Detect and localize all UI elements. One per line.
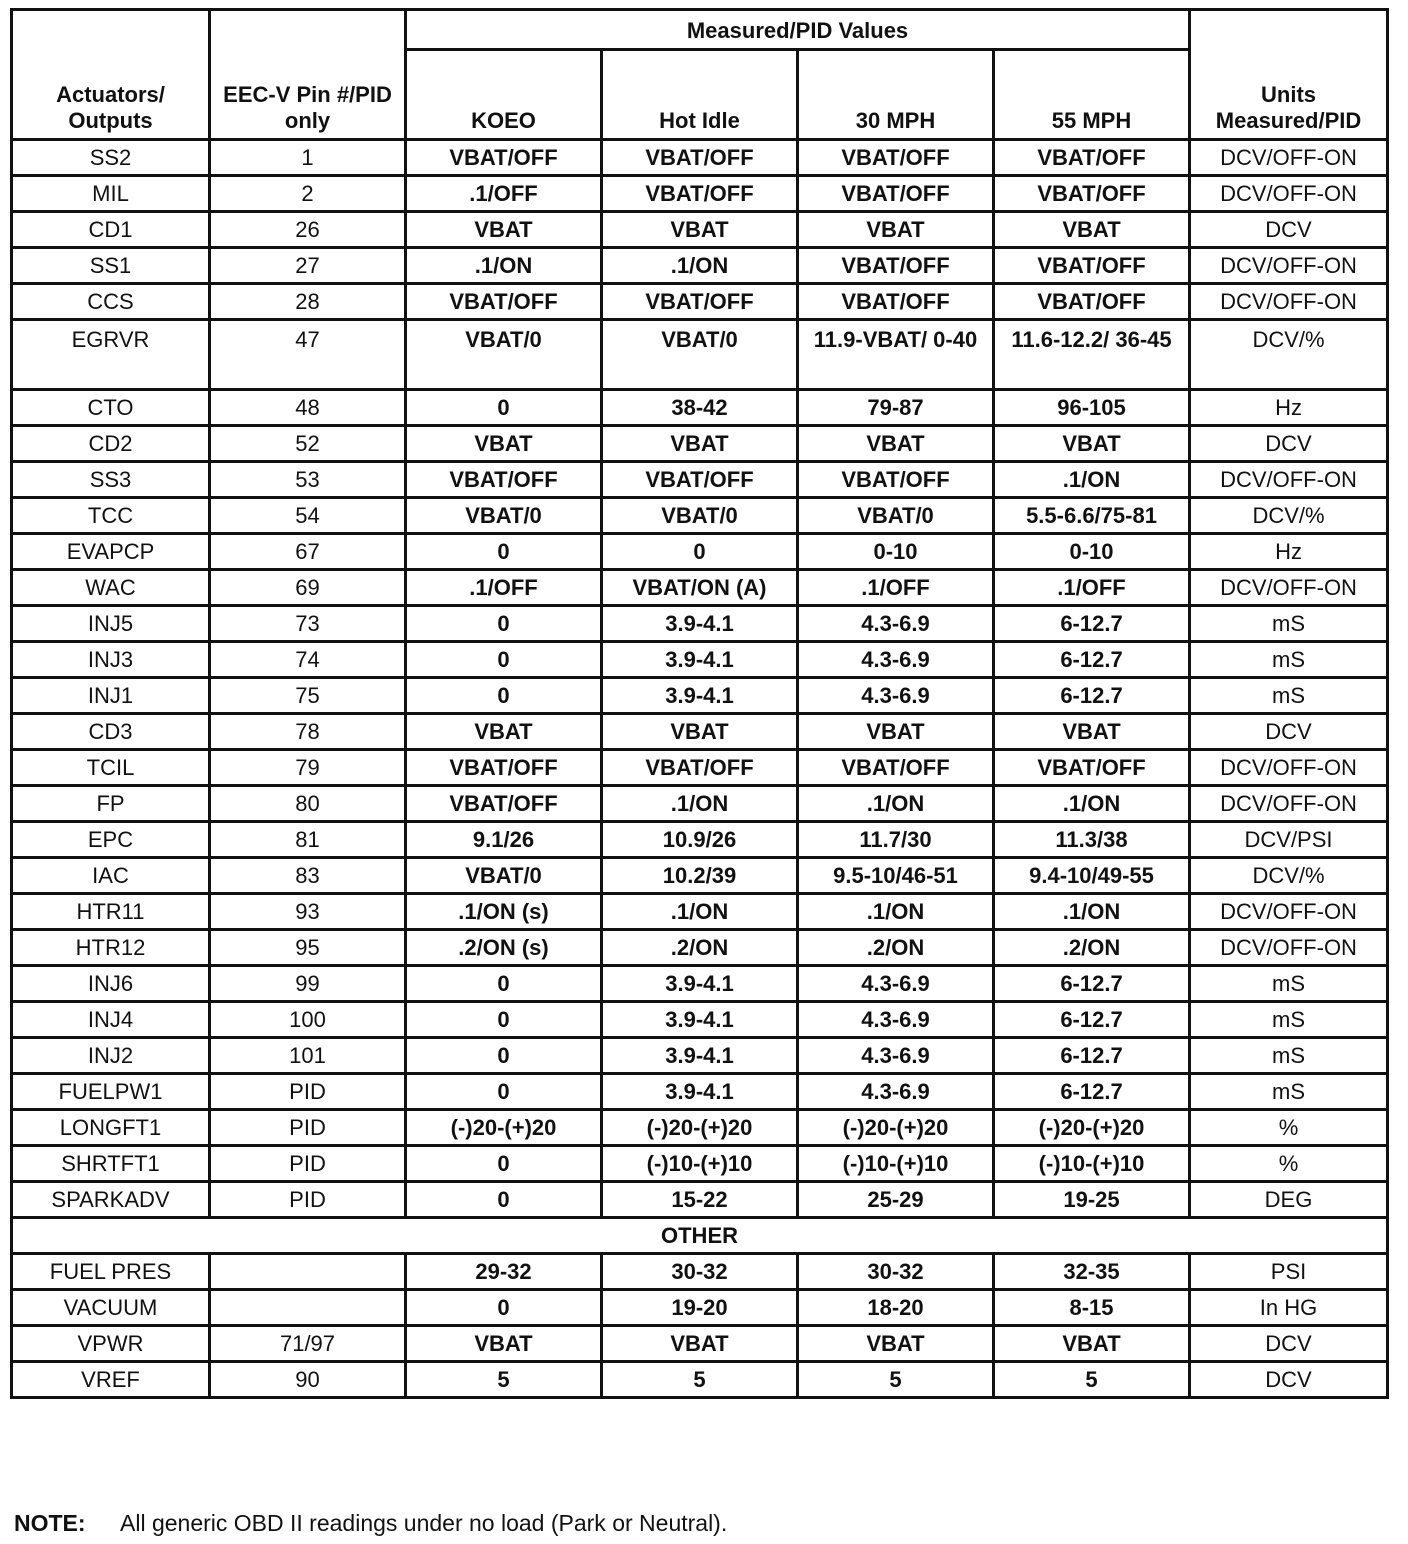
table-row [12, 248, 1388, 284]
cell-units: DCV [1190, 1326, 1388, 1362]
cell-koeo: 0 [406, 642, 602, 678]
table-row [12, 894, 1388, 930]
cell-30mph: VBAT/OFF [798, 176, 994, 212]
cell-actuator: INJ6 [12, 966, 210, 1002]
cell-55mph: 6-12.7 [994, 1002, 1190, 1038]
cell-30mph: VBAT/OFF [798, 140, 994, 176]
cell-hot-idle: 3.9-4.1 [602, 1038, 798, 1074]
header-pin: EEC-V Pin #/PID only [210, 10, 406, 140]
cell-55mph: VBAT [994, 426, 1190, 462]
table-row [12, 390, 1388, 426]
cell-30mph: 5 [798, 1362, 994, 1398]
cell-pin: PID [210, 1110, 406, 1146]
cell-actuator: CD2 [12, 426, 210, 462]
cell-hot-idle: 0 [602, 534, 798, 570]
cell-units: DCV/OFF-ON [1190, 140, 1388, 176]
cell-hot-idle: (-)10-(+)10 [602, 1146, 798, 1182]
cell-30mph: .1/ON [798, 786, 994, 822]
cell-55mph: (-)10-(+)10 [994, 1146, 1190, 1182]
cell-units: In HG [1190, 1290, 1388, 1326]
cell-pin: 81 [210, 822, 406, 858]
table-row [12, 1074, 1388, 1110]
cell-units: DCV/OFF-ON [1190, 570, 1388, 606]
cell-actuator: CTO [12, 390, 210, 426]
cell-koeo: 9.1/26 [406, 822, 602, 858]
cell-55mph: VBAT/OFF [994, 750, 1190, 786]
cell-koeo: VBAT [406, 1326, 602, 1362]
cell-actuator: CD3 [12, 714, 210, 750]
cell-30mph: 11.7/30 [798, 822, 994, 858]
cell-actuator: SS3 [12, 462, 210, 498]
cell-30mph: 11.9-VBAT/ 0-40 [798, 320, 994, 390]
cell-units: DCV [1190, 714, 1388, 750]
table-row [12, 1326, 1388, 1362]
cell-actuator: INJ2 [12, 1038, 210, 1074]
cell-pin: 83 [210, 858, 406, 894]
cell-units: DCV/OFF-ON [1190, 176, 1388, 212]
cell-units: DCV/OFF-ON [1190, 248, 1388, 284]
cell-30mph: 4.3-6.9 [798, 678, 994, 714]
cell-actuator: SS2 [12, 140, 210, 176]
cell-units: mS [1190, 1074, 1388, 1110]
cell-koeo: 0 [406, 390, 602, 426]
cell-30mph: 4.3-6.9 [798, 1002, 994, 1038]
cell-koeo: .1/ON [406, 248, 602, 284]
cell-hot-idle: 3.9-4.1 [602, 642, 798, 678]
header-units: Units Measured/PID [1190, 10, 1388, 140]
cell-55mph: VBAT/OFF [994, 140, 1190, 176]
cell-pin: PID [210, 1182, 406, 1218]
cell-55mph: 6-12.7 [994, 678, 1190, 714]
cell-koeo: 29-32 [406, 1254, 602, 1290]
cell-30mph: 9.5-10/46-51 [798, 858, 994, 894]
cell-pin: 99 [210, 966, 406, 1002]
cell-pin: 71/97 [210, 1326, 406, 1362]
cell-koeo: .1/OFF [406, 176, 602, 212]
cell-units: DCV [1190, 1362, 1388, 1398]
cell-koeo: 0 [406, 1002, 602, 1038]
cell-koeo: VBAT/0 [406, 498, 602, 534]
table-row [12, 930, 1388, 966]
cell-55mph: .1/ON [994, 786, 1190, 822]
cell-hot-idle: 3.9-4.1 [602, 966, 798, 1002]
cell-pin: 2 [210, 176, 406, 212]
cell-hot-idle: .1/ON [602, 894, 798, 930]
cell-koeo: 0 [406, 1146, 602, 1182]
cell-55mph: VBAT [994, 714, 1190, 750]
cell-pin: 74 [210, 642, 406, 678]
cell-hot-idle: VBAT/OFF [602, 284, 798, 320]
table-row [12, 786, 1388, 822]
header-hot-idle: Hot Idle [602, 50, 798, 140]
cell-30mph: 79-87 [798, 390, 994, 426]
cell-hot-idle: VBAT/OFF [602, 140, 798, 176]
table-body [12, 140, 1388, 1398]
cell-actuator: SHRTFT1 [12, 1146, 210, 1182]
cell-30mph: (-)20-(+)20 [798, 1110, 994, 1146]
cell-actuator: VPWR [12, 1326, 210, 1362]
cell-units: DCV [1190, 426, 1388, 462]
table-row [12, 176, 1388, 212]
cell-55mph: 11.6-12.2/ 36-45 [994, 320, 1190, 390]
cell-units: DCV/OFF-ON [1190, 930, 1388, 966]
cell-pin: 53 [210, 462, 406, 498]
table-row [12, 1110, 1388, 1146]
cell-30mph: 25-29 [798, 1182, 994, 1218]
cell-pin: 27 [210, 248, 406, 284]
cell-pin: 100 [210, 1002, 406, 1038]
cell-koeo: 0 [406, 966, 602, 1002]
cell-pin: 90 [210, 1362, 406, 1398]
cell-pin: 47 [210, 320, 406, 390]
cell-actuator: HTR11 [12, 894, 210, 930]
cell-30mph: VBAT/OFF [798, 248, 994, 284]
cell-units: DEG [1190, 1182, 1388, 1218]
table-row [12, 1362, 1388, 1398]
cell-hot-idle: VBAT [602, 1326, 798, 1362]
cell-pin: 26 [210, 212, 406, 248]
cell-actuator: HTR12 [12, 930, 210, 966]
cell-55mph: .1/OFF [994, 570, 1190, 606]
note-text: All generic OBD II readings under no load (Park or Neutral). [120, 1510, 728, 1536]
table-row [12, 642, 1388, 678]
cell-actuator: VACUUM [12, 1290, 210, 1326]
cell-actuator: SS1 [12, 248, 210, 284]
cell-actuator: MIL [12, 176, 210, 212]
cell-pin: 1 [210, 140, 406, 176]
note-label: NOTE: [14, 1510, 86, 1536]
table-row [12, 966, 1388, 1002]
cell-55mph: VBAT/OFF [994, 284, 1190, 320]
table-row [12, 858, 1388, 894]
cell-actuator: INJ5 [12, 606, 210, 642]
table-row [12, 284, 1388, 320]
cell-hot-idle: 5 [602, 1362, 798, 1398]
cell-hot-idle: VBAT [602, 714, 798, 750]
cell-units: mS [1190, 966, 1388, 1002]
cell-units: DCV/OFF-ON [1190, 894, 1388, 930]
cell-hot-idle: 30-32 [602, 1254, 798, 1290]
cell-30mph: VBAT/OFF [798, 284, 994, 320]
cell-koeo: VBAT/0 [406, 858, 602, 894]
cell-30mph: 4.3-6.9 [798, 606, 994, 642]
cell-55mph: 6-12.7 [994, 966, 1190, 1002]
cell-hot-idle: VBAT/ON (A) [602, 570, 798, 606]
cell-30mph: 4.3-6.9 [798, 966, 994, 1002]
header-30mph: 30 MPH [798, 50, 994, 140]
cell-30mph: VBAT/OFF [798, 462, 994, 498]
cell-actuator: EPC [12, 822, 210, 858]
cell-hot-idle: 38-42 [602, 390, 798, 426]
cell-55mph: 5.5-6.6/75-81 [994, 498, 1190, 534]
table-row [12, 822, 1388, 858]
cell-pin: PID [210, 1074, 406, 1110]
cell-pin: 28 [210, 284, 406, 320]
cell-actuator: TCIL [12, 750, 210, 786]
header-koeo: KOEO [406, 50, 602, 140]
cell-units: DCV/PSI [1190, 822, 1388, 858]
cell-hot-idle: VBAT [602, 426, 798, 462]
cell-55mph: VBAT/OFF [994, 176, 1190, 212]
cell-55mph: VBAT [994, 1326, 1190, 1362]
cell-actuator: FP [12, 786, 210, 822]
cell-55mph: .1/ON [994, 894, 1190, 930]
cell-55mph: 0-10 [994, 534, 1190, 570]
spec-table [10, 8, 1389, 1399]
cell-pin: 93 [210, 894, 406, 930]
cell-koeo: VBAT/OFF [406, 462, 602, 498]
cell-30mph: VBAT [798, 212, 994, 248]
cell-hot-idle: 10.2/39 [602, 858, 798, 894]
table-row [12, 1182, 1388, 1218]
cell-pin: 69 [210, 570, 406, 606]
cell-30mph: VBAT/OFF [798, 750, 994, 786]
cell-30mph: VBAT [798, 1326, 994, 1362]
cell-actuator: CD1 [12, 212, 210, 248]
cell-koeo: .1/OFF [406, 570, 602, 606]
cell-pin: 75 [210, 678, 406, 714]
table-row [12, 1254, 1388, 1290]
cell-units: % [1190, 1146, 1388, 1182]
cell-units: % [1190, 1110, 1388, 1146]
cell-koeo: 5 [406, 1362, 602, 1398]
table-row [12, 570, 1388, 606]
table-row [12, 140, 1388, 176]
cell-30mph: 4.3-6.9 [798, 1038, 994, 1074]
cell-30mph: (-)10-(+)10 [798, 1146, 994, 1182]
table-row [12, 1290, 1388, 1326]
cell-pin: 67 [210, 534, 406, 570]
cell-units: DCV/OFF-ON [1190, 786, 1388, 822]
cell-30mph: .1/ON [798, 894, 994, 930]
cell-koeo: .1/ON (s) [406, 894, 602, 930]
cell-units: DCV/OFF-ON [1190, 284, 1388, 320]
cell-30mph: VBAT [798, 714, 994, 750]
cell-hot-idle: .1/ON [602, 248, 798, 284]
table-row [12, 462, 1388, 498]
cell-units: PSI [1190, 1254, 1388, 1290]
table-row [12, 714, 1388, 750]
header-55mph: 55 MPH [994, 50, 1190, 140]
cell-koeo: VBAT [406, 212, 602, 248]
cell-55mph: 11.3/38 [994, 822, 1190, 858]
cell-30mph: VBAT/0 [798, 498, 994, 534]
cell-actuator: FUEL PRES [12, 1254, 210, 1290]
cell-actuator: EVAPCP [12, 534, 210, 570]
cell-30mph: 0-10 [798, 534, 994, 570]
cell-units: mS [1190, 606, 1388, 642]
cell-55mph: .2/ON [994, 930, 1190, 966]
cell-actuator: WAC [12, 570, 210, 606]
cell-hot-idle: 10.9/26 [602, 822, 798, 858]
cell-koeo: 0 [406, 678, 602, 714]
table-header [12, 10, 1388, 140]
header-actuators: Actuators/ Outputs [12, 10, 210, 140]
cell-hot-idle: .2/ON [602, 930, 798, 966]
cell-hot-idle: VBAT/0 [602, 498, 798, 534]
cell-hot-idle: VBAT/OFF [602, 750, 798, 786]
header-measured-group: Measured/PID Values [406, 10, 1190, 50]
cell-actuator: TCC [12, 498, 210, 534]
cell-units: mS [1190, 1002, 1388, 1038]
cell-30mph: 4.3-6.9 [798, 642, 994, 678]
cell-hot-idle: 3.9-4.1 [602, 1074, 798, 1110]
cell-hot-idle: 15-22 [602, 1182, 798, 1218]
cell-koeo: VBAT [406, 714, 602, 750]
cell-pin: 80 [210, 786, 406, 822]
cell-hot-idle: VBAT/0 [602, 320, 798, 390]
cell-55mph: 32-35 [994, 1254, 1190, 1290]
cell-55mph: 9.4-10/49-55 [994, 858, 1190, 894]
cell-pin: 73 [210, 606, 406, 642]
cell-units: Hz [1190, 390, 1388, 426]
table-row [12, 1146, 1388, 1182]
table-row [12, 498, 1388, 534]
cell-55mph: VBAT [994, 212, 1190, 248]
table-row [12, 1038, 1388, 1074]
footnote [14, 1510, 727, 1537]
cell-55mph: 5 [994, 1362, 1190, 1398]
table-row [12, 678, 1388, 714]
cell-units: mS [1190, 642, 1388, 678]
cell-actuator: INJ4 [12, 1002, 210, 1038]
cell-actuator: VREF [12, 1362, 210, 1398]
cell-hot-idle: VBAT/OFF [602, 176, 798, 212]
cell-55mph: 6-12.7 [994, 1038, 1190, 1074]
cell-actuator: LONGFT1 [12, 1110, 210, 1146]
cell-55mph: VBAT/OFF [994, 248, 1190, 284]
cell-koeo: VBAT/OFF [406, 284, 602, 320]
cell-hot-idle: 3.9-4.1 [602, 678, 798, 714]
cell-hot-idle: 19-20 [602, 1290, 798, 1326]
cell-units: mS [1190, 1038, 1388, 1074]
cell-hot-idle: VBAT [602, 212, 798, 248]
cell-units: DCV [1190, 212, 1388, 248]
cell-actuator: FUELPW1 [12, 1074, 210, 1110]
cell-units: Hz [1190, 534, 1388, 570]
table-row [12, 750, 1388, 786]
cell-pin [210, 1290, 406, 1326]
cell-units: DCV/% [1190, 320, 1388, 390]
cell-actuator: INJ3 [12, 642, 210, 678]
cell-hot-idle: .1/ON [602, 786, 798, 822]
cell-hot-idle: 3.9-4.1 [602, 606, 798, 642]
cell-koeo: 0 [406, 1290, 602, 1326]
cell-pin: 78 [210, 714, 406, 750]
cell-55mph: 96-105 [994, 390, 1190, 426]
section-row-other [12, 1218, 1388, 1254]
cell-hot-idle: VBAT/OFF [602, 462, 798, 498]
cell-30mph: .1/OFF [798, 570, 994, 606]
cell-pin: 101 [210, 1038, 406, 1074]
cell-koeo: VBAT/OFF [406, 140, 602, 176]
cell-koeo: VBAT/0 [406, 320, 602, 390]
cell-55mph: 19-25 [994, 1182, 1190, 1218]
cell-hot-idle: (-)20-(+)20 [602, 1110, 798, 1146]
cell-30mph: VBAT [798, 426, 994, 462]
cell-55mph: 6-12.7 [994, 1074, 1190, 1110]
cell-actuator: SPARKADV [12, 1182, 210, 1218]
cell-hot-idle: 3.9-4.1 [602, 1002, 798, 1038]
cell-pin: 48 [210, 390, 406, 426]
cell-pin: 79 [210, 750, 406, 786]
cell-units: DCV/OFF-ON [1190, 462, 1388, 498]
table-row [12, 320, 1388, 390]
cell-units: DCV/OFF-ON [1190, 750, 1388, 786]
cell-pin: 52 [210, 426, 406, 462]
cell-actuator: EGRVR [12, 320, 210, 390]
cell-30mph: 18-20 [798, 1290, 994, 1326]
cell-koeo: 0 [406, 1074, 602, 1110]
table-row [12, 426, 1388, 462]
cell-pin [210, 1254, 406, 1290]
cell-koeo: VBAT [406, 426, 602, 462]
cell-koeo: 0 [406, 1182, 602, 1218]
cell-koeo: 0 [406, 1038, 602, 1074]
cell-koeo: (-)20-(+)20 [406, 1110, 602, 1146]
cell-actuator: INJ1 [12, 678, 210, 714]
cell-55mph: 6-12.7 [994, 642, 1190, 678]
cell-pin: 54 [210, 498, 406, 534]
cell-units: mS [1190, 678, 1388, 714]
cell-pin: PID [210, 1146, 406, 1182]
cell-55mph: 8-15 [994, 1290, 1190, 1326]
cell-30mph: 30-32 [798, 1254, 994, 1290]
cell-koeo: 0 [406, 606, 602, 642]
cell-units: DCV/% [1190, 858, 1388, 894]
cell-koeo: .2/ON (s) [406, 930, 602, 966]
table-row [12, 606, 1388, 642]
cell-actuator: CCS [12, 284, 210, 320]
table-row [12, 1002, 1388, 1038]
cell-koeo: 0 [406, 534, 602, 570]
cell-55mph: .1/ON [994, 462, 1190, 498]
cell-30mph: .2/ON [798, 930, 994, 966]
cell-actuator: IAC [12, 858, 210, 894]
table-row [12, 212, 1388, 248]
table-row [12, 534, 1388, 570]
cell-30mph: 4.3-6.9 [798, 1074, 994, 1110]
cell-koeo: VBAT/OFF [406, 750, 602, 786]
cell-55mph: (-)20-(+)20 [994, 1110, 1190, 1146]
cell-koeo: VBAT/OFF [406, 786, 602, 822]
cell-55mph: 6-12.7 [994, 606, 1190, 642]
cell-units: DCV/% [1190, 498, 1388, 534]
cell-pin: 95 [210, 930, 406, 966]
section-label-other: OTHER [12, 1218, 1388, 1254]
